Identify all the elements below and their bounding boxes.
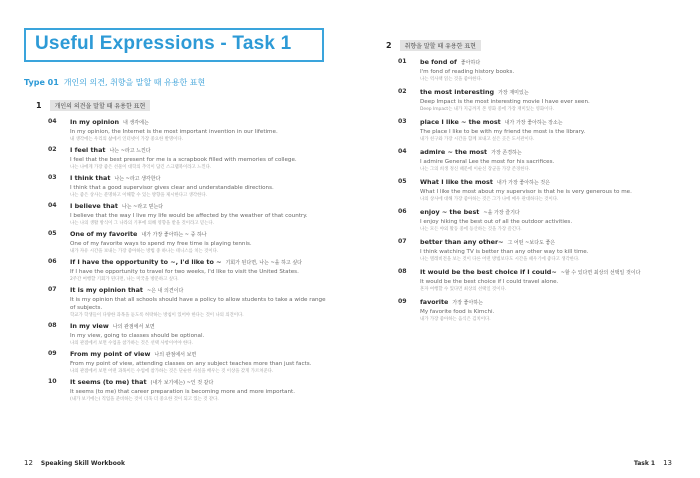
example-translation: 나의 상사에 대해 가장 좋아하는 것은 그가 나에 매우 관대하다는 것이다. — [420, 197, 559, 202]
expression-entry — [398, 118, 688, 143]
example-sentence: It would be the best choice if I could travel alone. — [420, 279, 559, 285]
expression-entry — [398, 178, 688, 203]
expression-phrase: It is my opinion that — [70, 286, 143, 294]
entry-number: 05 — [48, 230, 57, 237]
expression-phrase: What I like the most — [420, 178, 493, 186]
title-box — [24, 28, 324, 62]
expression-entry — [398, 208, 688, 233]
example-translation: 나는 역사책 읽는 것을 좋아한다. — [420, 77, 483, 82]
entry-number: 09 — [48, 350, 57, 357]
example-translation: Deep Impact는 내가 지금까지 본 영화 중에 가장 재미있는 영화이다. — [420, 107, 555, 112]
example-translation: 나의 관점에서 보면 어떤 과목이든 수업에 참가하는 것은 단순한 사실을 배우는 것 이상을 갖게 가르쳐준다. — [70, 369, 274, 374]
example-sentence: My favorite food is Kimchi. — [420, 309, 495, 315]
expression-meaning: 나의 관점에서 보면 — [112, 324, 155, 330]
expression-head — [70, 202, 348, 212]
expression-entry — [398, 268, 688, 293]
entry-number: 02 — [48, 146, 57, 153]
example-sentence: In my opinion, the Internet is the most important invention in our lifetime. — [70, 129, 278, 135]
expression-phrase: I believe that — [70, 202, 118, 210]
example-translation: 나는 그의 희생 정신 때문에 이순신 장군을 가장 존경한다. — [420, 167, 531, 172]
section-2-label: 취향을 말할 때 유용한 표현 — [400, 40, 481, 51]
example-sentence: In my view, going to classes should be optional. — [70, 333, 205, 339]
footer-right — [634, 459, 672, 467]
example-translation: 나의 관점에서 보면 수업을 참가하는 것은 선택 사항이어야 한다. — [70, 341, 193, 346]
expression-head — [70, 118, 348, 128]
expression-entry — [398, 88, 688, 113]
example-translation: 혼자 여행할 수 있다면 최상의 선택일 것이다. — [420, 287, 507, 292]
example-sentence: One of my favorite ways to spend my free time is playing tennis. — [70, 241, 252, 247]
expression-meaning: 가장 존경하는 — [491, 150, 522, 156]
expression-head — [70, 286, 348, 296]
section-1-heading — [36, 100, 150, 111]
right-page — [350, 0, 700, 478]
expression-phrase: In my view — [70, 322, 109, 330]
example-translation: 내가 자유 시간을 보내는 가장 좋아하는 방법 중 하나는 테니스를 치는 것이다. — [70, 249, 219, 254]
expression-head — [70, 350, 348, 360]
footer-left — [24, 459, 125, 467]
expression-entry — [398, 148, 688, 173]
example-translation: 내가 가장 좋아하는 음식은 김치이다. — [420, 317, 491, 322]
entry-number: 04 — [48, 202, 57, 209]
expression-meaning: ~할 수 있다면 최상의 선택일 것이다 — [560, 270, 641, 276]
expression-phrase: the most interesting — [420, 88, 495, 96]
expression-meaning: ~은 내 의견이다 — [146, 288, 184, 294]
entry-number: 01 — [398, 58, 407, 65]
expression-head — [70, 322, 348, 332]
expression-entry — [48, 202, 348, 227]
example-translation: 학교가 학생들이 다양한 과목을 듣도록 허락하는 방침이 있어야 한다는 것이 나의 의견이다. — [70, 313, 244, 318]
expression-meaning: 나는 ~라고 믿는다 — [121, 204, 164, 210]
section-1-entries — [48, 118, 348, 406]
section-2-number: 2 — [386, 41, 392, 50]
expression-phrase: place I like ~ the most — [420, 118, 501, 126]
example-sentence: Deep Impact is the most interesting movie I have ever seen. — [420, 99, 590, 105]
example-sentence: What I like the most about my supervisor is that he is very generous to me. — [420, 189, 632, 195]
expression-phrase: I think that — [70, 174, 111, 182]
expression-meaning: 내가 가장 좋아하는 것은 — [496, 180, 550, 186]
entry-number: 08 — [398, 268, 407, 275]
example-sentence: It seems (to me) that career preparation is becoming more and more important. — [70, 389, 295, 395]
example-sentence: The place I like to be with my friend the most is the library. — [420, 129, 586, 135]
example-sentence: It is my opinion that all schools should have a policy to allow students to take a wide range — [70, 297, 326, 303]
expression-head — [420, 58, 688, 68]
expression-head — [420, 148, 688, 158]
expression-head — [70, 378, 348, 388]
page-title: Useful Expressions - Task 1 — [35, 33, 292, 54]
expression-head — [70, 258, 348, 268]
example-translation: 나는 나의 생활 방식이 그 나라의 기후에 의해 영향을 받을 것이라고 믿는다. — [70, 221, 214, 226]
example-translation: 나는 모든 야외 활동 중에 등산하는 것을 가장 즐긴다. — [420, 227, 522, 232]
expression-entry — [48, 286, 348, 319]
example-sentence: I believe that the way I live my life would be affected by the weather of that country. — [70, 213, 308, 219]
expression-phrase: From my point of view — [70, 350, 151, 358]
expression-meaning: 가장 재미있는 — [498, 90, 529, 96]
expression-entry — [48, 230, 348, 255]
expression-head — [70, 230, 348, 240]
expression-meaning: 나는 ~라고 생각한다 — [114, 176, 161, 182]
entry-number: 07 — [398, 238, 407, 245]
expression-meaning: 좋아하다 — [460, 60, 481, 66]
expression-entry — [48, 118, 348, 143]
example-sentence: I admire General Lee the most for his sacrifices. — [420, 159, 555, 165]
expression-meaning: 내가 가장 좋아하는 장소는 — [504, 120, 563, 126]
example-translation: 내가 친구와 가장 시간을 함께 보내고 싶은 곳은 도서관이다. — [420, 137, 535, 142]
left-page-number: 12 — [24, 459, 33, 467]
example-sentence: From my point of view, attending classes on any subject teaches more than just facts. — [70, 361, 312, 367]
entry-number: 03 — [48, 174, 57, 181]
entry-number: 02 — [398, 88, 407, 95]
example-translation: 나는 나에게 가장 좋은 선물이 대학의 추억이 담긴 스크랩북이라고 느낀다. — [70, 165, 212, 170]
entry-number: 03 — [398, 118, 407, 125]
expression-head — [420, 118, 688, 128]
example-sentence: I enjoy hiking the best out of all the outdoor activities. — [420, 219, 573, 225]
expression-entry — [398, 58, 688, 83]
expression-head — [420, 268, 688, 278]
section-1-number: 1 — [36, 101, 42, 110]
example-sentence: I feel that the best present for me is a scrapbook filled with memories of college. — [70, 157, 297, 163]
entry-number: 06 — [398, 208, 407, 215]
footer-task-label: Task 1 — [633, 460, 656, 467]
example-sentence: I'm fond of reading history books. — [420, 69, 515, 75]
expression-head — [420, 88, 688, 98]
example-translation: (내가 보기에는) 직업을 준비하는 것이 더욱 더 중요한 것이 되고 있는 것 같다. — [70, 397, 219, 402]
example-sentence: If I have the opportunity to travel for two weeks, I'd like to visit the United States. — [70, 269, 299, 275]
expression-entry — [48, 378, 348, 403]
expression-meaning: ~을 가장 즐기다 — [483, 210, 520, 216]
entry-number: 10 — [48, 378, 57, 385]
example-translation: 나는 좋은 상사는 분명하고 이해할 수 있는 방향을 제시한다고 생각한다. — [70, 193, 207, 198]
expression-entry — [48, 322, 348, 347]
expression-phrase: favorite — [420, 298, 449, 306]
example-translation: 나는 텔레비전을 보는 것이 다른 어떤 방법보다도 시간을 때우기에 좋다고 생각한다. — [420, 257, 580, 262]
example-sentence: I think that a good supervisor gives clear and understandable directions. — [70, 185, 274, 191]
expression-meaning: 그 어떤 ~보다도 좋은 — [507, 240, 556, 246]
expression-meaning: (내가 보기에는) ~인 것 같다 — [150, 380, 214, 386]
type-title: 개인의 의견, 취향을 말할 때 유용한 표현 — [63, 78, 206, 87]
footer-book-title: Speaking Skill Workbook — [40, 460, 125, 467]
expression-phrase: It would be the best choice if I could~ — [420, 268, 557, 276]
expression-phrase: I feel that — [70, 146, 106, 154]
expression-head — [70, 174, 348, 184]
expression-entry — [48, 174, 348, 199]
expression-phrase: It seems (to me) that — [70, 378, 147, 386]
example-sentence: of subjects. — [70, 305, 103, 311]
expression-meaning: 나의 관점에서 보면 — [154, 352, 197, 358]
expression-head — [420, 208, 688, 218]
entry-number: 07 — [48, 286, 57, 293]
expression-phrase: be fond of — [420, 58, 457, 66]
expression-head — [420, 298, 688, 308]
expression-phrase: admire ~ the most — [420, 148, 488, 156]
expression-meaning: 나는 ~라고 느낀다 — [109, 148, 151, 154]
expression-phrase: In my opinion — [70, 118, 120, 126]
expression-entry — [398, 238, 688, 263]
expression-head — [420, 238, 688, 248]
section-1-label: 개인의 의견을 말할 때 유용한 표현 — [50, 100, 151, 111]
expression-entry — [398, 298, 688, 323]
expression-entry — [48, 350, 348, 375]
expression-entry — [48, 258, 348, 283]
entry-number: 04 — [48, 118, 57, 125]
expression-phrase: enjoy ~ the best — [420, 208, 480, 216]
entry-number: 08 — [48, 322, 57, 329]
expression-meaning: 가장 좋아하는 — [452, 300, 483, 306]
right-page-number: 13 — [663, 459, 672, 467]
type-label: Type 01 — [24, 78, 59, 87]
section-2-heading — [386, 40, 481, 51]
expression-phrase: One of my favorite — [70, 230, 138, 238]
entry-number: 05 — [398, 178, 407, 185]
expression-phrase: better than any other~ — [420, 238, 504, 246]
expression-meaning: 내 생각에는 — [123, 120, 149, 126]
example-translation: 내 생각에는 우리의 삶에서 인터넷이 가장 중요한 발명이다. — [70, 137, 183, 142]
entry-number: 09 — [398, 298, 407, 305]
type-heading — [24, 77, 205, 88]
expression-head — [420, 178, 688, 188]
expression-phrase: If I have the opportunity to ~, I'd like to ~ — [70, 258, 222, 266]
entry-number: 06 — [48, 258, 57, 265]
example-translation: 2주간 여행할 기회가 된다면, 나는 미국을 방문하고 싶다. — [70, 277, 179, 282]
entry-number: 04 — [398, 148, 407, 155]
section-2-entries — [398, 58, 688, 328]
expression-meaning: 내가 가장 좋아하는 ~ 중 하나 — [141, 232, 207, 238]
expression-entry — [48, 146, 348, 171]
expression-head — [70, 146, 348, 156]
example-sentence: I think watching TV is better than any other way to kill time. — [420, 249, 589, 255]
expression-meaning: 기회가 된다면, 나는 ~을 하고 싶다 — [225, 260, 302, 266]
